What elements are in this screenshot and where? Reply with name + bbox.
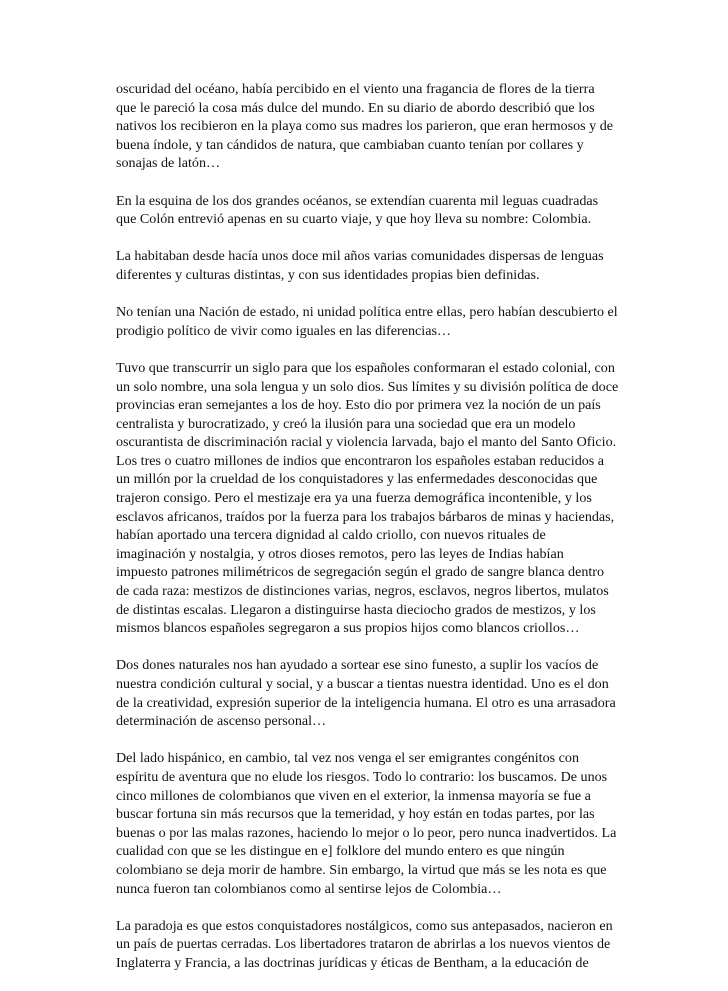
text-line: mismos blancos españoles segregaron a sus propios hijos como blancos criollos… bbox=[116, 620, 580, 637]
text-line: que Colón entrevió apenas en su cuarto viaje, y que hoy lleva su nombre: Colombia. bbox=[116, 211, 592, 228]
text-line: No tenían una Nación de estado, ni unidad política entre ellas, pero habían descubierto el bbox=[116, 304, 618, 321]
text-line: espíritu de aventura que no elude los riesgos. Todo lo contrario: los buscamos. De unos bbox=[116, 768, 608, 785]
paragraph-2 bbox=[116, 192, 632, 229]
text-line: nunca fueron tan colombianos como al sentirse lejos de Colombia… bbox=[116, 880, 502, 897]
text-line: oscurantista de discriminación racial y violencia larvada, bajo el manto del Santo Oficio. bbox=[116, 434, 617, 451]
text-line: de cada raza: mestizos de distinciones varias, negros, esclavos, negros libertos, mulatos bbox=[116, 583, 609, 600]
text-line: que le pareció la cosa más dulce del mundo. En su diario de abordo describió que los bbox=[116, 99, 595, 116]
text-line: de distintas escalas. Llegaron a distinguirse hasta dieciocho grados de mestizos, y los bbox=[116, 601, 596, 618]
text-line: diferentes y culturas distintas, y con sus identidades propias bien definidas. bbox=[116, 266, 540, 283]
text-line: determinación de ascenso personal… bbox=[116, 713, 327, 730]
text-line: centralista y burocratizado, y creó la ilusión para una sociedad que era un modelo bbox=[116, 415, 576, 432]
text-line: colombiano se deja morir de hambre. Sin embargo, la virtud que más se les nota es que bbox=[116, 861, 607, 878]
text-line: trajeron consigo. Pero el mestizaje era ya una fuerza demográfica incontenible, y los bbox=[116, 490, 592, 507]
paragraph-7 bbox=[116, 749, 632, 898]
text-line: Dos dones naturales nos han ayudado a sortear ese sino funesto, a suplir los vacíos de bbox=[116, 657, 599, 674]
text-line: sonajas de latón… bbox=[116, 155, 221, 172]
text-line: nativos los recibieron en la playa como sus madres los parieron, que eran hermosos y de bbox=[116, 118, 614, 135]
document-page bbox=[116, 80, 632, 991]
text-line: nuestra condición cultural y social, y a buscar a tientas nuestra identidad. Uno es el don bbox=[116, 676, 609, 692]
text-line: La habitaban desde hacía unos doce mil años varias comunidades dispersas de lenguas bbox=[116, 248, 604, 265]
text-line: prodigio político de vivir como iguales en las diferencias… bbox=[116, 322, 452, 339]
paragraph-3 bbox=[116, 247, 632, 284]
text-line: cualidad con que se les distingue en e] folklore del mundo entero es que ningún bbox=[116, 843, 565, 860]
text-line: un millón por la crueldad de los conquistadores y las enfermedades desconocidas que bbox=[116, 471, 598, 488]
text-line: un país de puertas cerradas. Los libertadores trataron de abrirlas a los nuevos vientos de bbox=[116, 936, 611, 953]
paragraph-4 bbox=[116, 303, 632, 340]
text-line: imaginación y nostalgia, y otros dioses remotos, pero las leyes de Indias habían bbox=[116, 545, 564, 562]
text-line: habían aportado una tercera dignidad al caldo criollo, con nuevos rituales de bbox=[116, 527, 546, 544]
text-line: buena índole, y tan cándidos de natura, que cambiaban cuanto tenían por collares y bbox=[116, 136, 584, 153]
paragraph-1 bbox=[116, 80, 632, 173]
paragraph-8 bbox=[116, 917, 632, 973]
text-line: oscuridad del océano, había percibido en el viento una fragancia de flores de la tierra bbox=[116, 81, 595, 97]
paragraph-6 bbox=[116, 656, 632, 730]
text-line: Del lado hispánico, en cambio, tal vez nos venga el ser emigrantes congénitos con bbox=[116, 750, 579, 767]
text-line: Tuvo que transcurrir un siglo para que los españoles conformaran el estado colonial, con bbox=[116, 359, 615, 376]
text-line: La paradoja es que estos conquistadores nostálgicos, como sus antepasados, nacieron en bbox=[116, 917, 613, 934]
text-line: buscar fortuna sin más recursos que la temeridad, y hoy están en todas partes, por las bbox=[116, 806, 595, 823]
text-line: Inglaterra y Francia, a las doctrinas jurídicas y éticas de Bentham, a la educación de bbox=[116, 954, 589, 971]
text-line: de la creatividad, expresión superior de la inteligencia humana. El otro es una arrasadora bbox=[116, 694, 616, 711]
text-line: buenas o por las malas razones, haciendo lo mejor o lo peor, pero nunca inadvertidos. La bbox=[116, 824, 617, 841]
text-line: cinco millones de colombianos que viven en el exterior, la inmensa mayoría se fue a bbox=[116, 787, 591, 804]
paragraph-5 bbox=[116, 359, 632, 638]
text-line: un solo nombre, una sola lengua y un solo dios. Sus límites y su división política de doce bbox=[116, 378, 619, 395]
text-line: esclavos africanos, traídos por la fuerza para los trabajos bárbaros de minas y haciendas, bbox=[116, 508, 615, 525]
text-line: provincias eran semejantes a los de hoy. Esto dio por primera vez la noción de un país bbox=[116, 397, 601, 414]
text-line: En la esquina de los dos grandes océanos, se extendían cuarenta mil leguas cuadradas bbox=[116, 192, 599, 209]
text-line: Los tres o cuatro millones de indios que encontraron los españoles estaban reducidos a bbox=[116, 452, 605, 469]
text-line: impuesto patrones milimétricos de segregación según el grado de sangre blanca dentro bbox=[116, 564, 605, 581]
